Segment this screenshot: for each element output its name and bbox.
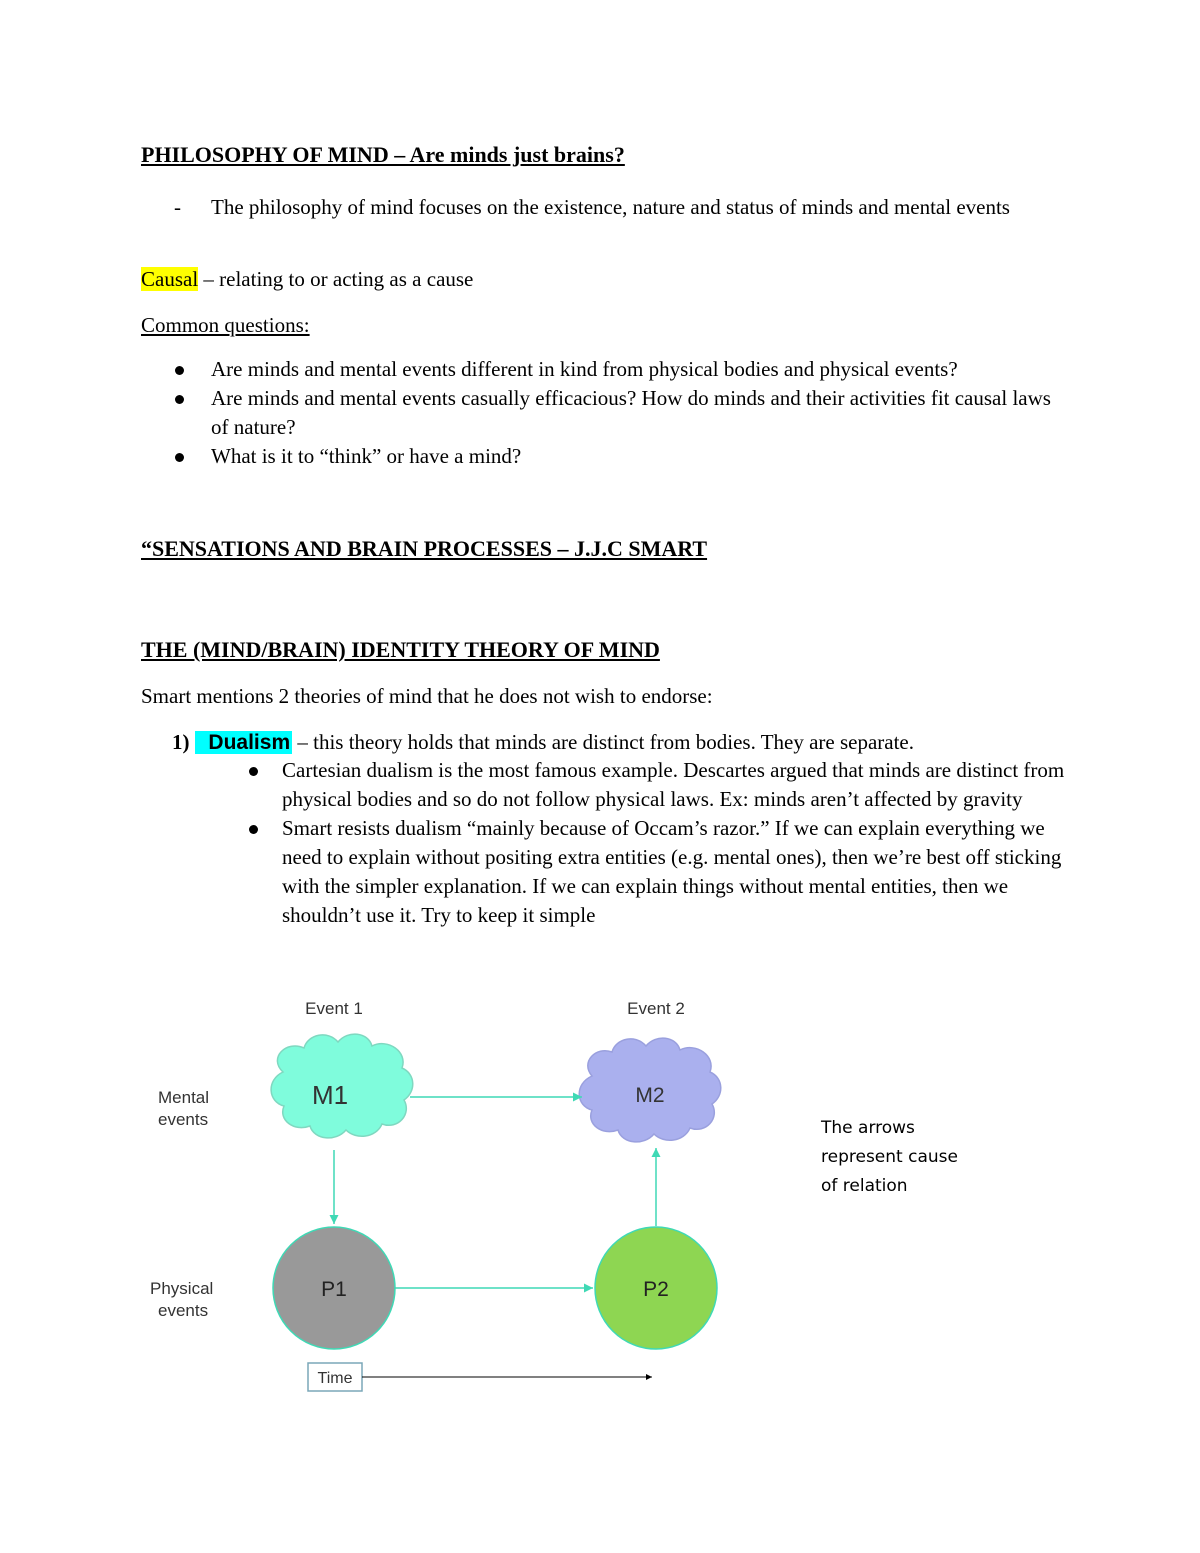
causal-term: Causal xyxy=(141,267,199,291)
dualism-term-text: Dualism xyxy=(208,731,291,754)
common-questions-label: Common questions: xyxy=(141,313,310,337)
intro-item xyxy=(141,192,1061,222)
physical-label-1: Physical xyxy=(150,1279,214,1298)
p2-circle xyxy=(595,1227,717,1349)
question-text: Are minds and mental events casually efficacious? How do minds and their activities fit causal laws of nature? xyxy=(211,386,1051,439)
p1-label: P1 xyxy=(321,1278,347,1301)
list-item xyxy=(141,442,1061,471)
point-text: Cartesian dualism is the most famous example. Descartes argued that minds are distinct from physical bodies and so do not follow physical laws. Ex: minds aren’t affected by gravity xyxy=(282,758,1065,811)
m1-cloud xyxy=(271,1034,413,1138)
bullet-icon xyxy=(175,453,184,462)
list-item xyxy=(240,756,1070,814)
dualism-definition: – this theory holds that minds are distinct from bodies. They are separate. xyxy=(292,730,915,754)
time-axis xyxy=(308,1363,652,1391)
m1-label: M1 xyxy=(311,1080,349,1110)
question-text: What is it to “think” or have a mind? xyxy=(211,444,522,468)
mental-label-1: Mental xyxy=(158,1088,210,1107)
section-heading-identity-theory: THE (MIND/BRAIN) IDENTITY THEORY OF MIND xyxy=(141,637,660,662)
note-line: of relation xyxy=(821,1176,908,1196)
diagram-note xyxy=(821,1114,958,1201)
list-item xyxy=(141,384,1061,442)
smart-intro: Smart mentions 2 theories of mind that he does not wish to endorse: xyxy=(141,684,713,708)
causal-definition xyxy=(141,264,473,294)
note-line: The arrows xyxy=(821,1118,915,1138)
dualism-term xyxy=(195,731,292,754)
bullet-icon xyxy=(175,366,184,375)
physical-label-2: events xyxy=(158,1301,209,1320)
intro-text: The philosophy of mind focuses on the existence, nature and status of minds and mental events xyxy=(211,195,1010,219)
p1-circle xyxy=(273,1227,395,1349)
bullet-icon xyxy=(175,395,184,404)
mind-body-causation-diagram xyxy=(140,990,840,1410)
m2-cloud xyxy=(579,1038,721,1142)
question-text: Are minds and mental events different in kind from physical bodies and physical events? xyxy=(211,357,958,381)
list-item xyxy=(240,814,1070,930)
list-item xyxy=(141,355,1061,384)
m2-label: M2 xyxy=(635,1084,665,1107)
bullet-icon xyxy=(249,767,258,776)
event2-label: Event 2 xyxy=(627,999,685,1018)
mental-label-2: events xyxy=(158,1110,209,1129)
p2-label: P2 xyxy=(643,1278,669,1301)
section-heading-smart: “SENSATIONS AND BRAIN PROCESSES – J.J.C SMART xyxy=(141,536,708,561)
causal-definition-text: – relating to or acting as a cause xyxy=(198,267,474,291)
common-questions-list xyxy=(141,355,1061,471)
event1-label: Event 1 xyxy=(305,999,363,1018)
dualism-points xyxy=(240,756,1070,930)
bullet-icon xyxy=(249,825,258,834)
dualism-item xyxy=(172,727,914,758)
time-label: Time xyxy=(317,1370,353,1387)
page-title: PHILOSOPHY OF MIND – Are minds just brains? xyxy=(141,142,625,167)
note-line: represent cause xyxy=(821,1147,958,1167)
dualism-number: 1) xyxy=(172,730,190,754)
point-text: Smart resists dualism “mainly because of Occam’s razor.” If we can explain everything we need to explain without positing extra entities (e.g. mental ones), then we’re best off sticking with the simpler explanation. If we can explain things without mental entities, then we shouldn’t use it. Try to keep it simple xyxy=(282,816,1062,927)
dash-marker: - xyxy=(174,195,181,219)
